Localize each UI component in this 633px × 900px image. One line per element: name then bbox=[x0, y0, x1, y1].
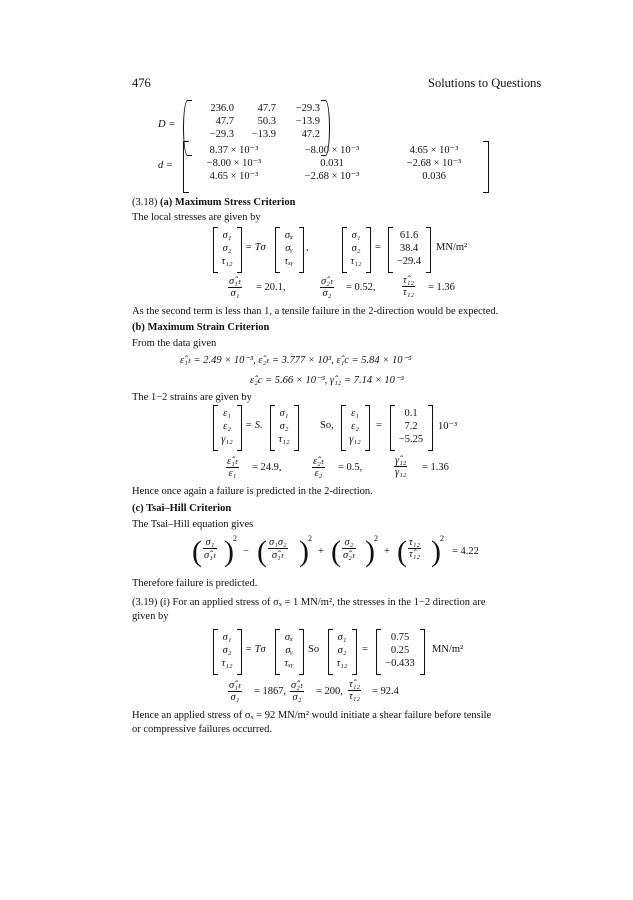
ratio-a-3-value: = 1.36 bbox=[428, 282, 455, 293]
matrix-d-col-3: 4.65 × 10⁻³ −2.68 × 10⁻³ 0.036 bbox=[406, 145, 462, 182]
ratio-a-3: $\frac{\text{τ̂₁₂}}{\text{τ₁₂}}$ bbox=[403, 275, 415, 298]
strain-unit: 10⁻³ bbox=[438, 421, 458, 432]
local-vec-right-bracket bbox=[366, 227, 371, 273]
q319-values-right-bracket bbox=[420, 629, 425, 675]
tsai-term-4: $\frac{\text{τ₁₂}}{\text{τ̂₁₂}}$ bbox=[409, 537, 421, 560]
tsai-term-3: $\frac{\text{σ₂}}{\text{σ̂₂ₜ}}$ bbox=[343, 537, 355, 561]
part-c-intro: The Tsai–Hill equation gives bbox=[132, 519, 254, 530]
global-stress-vector: σₓ σᵧ τₓᵧ bbox=[284, 230, 294, 267]
matrix-D-label: D = bbox=[158, 119, 176, 130]
strain-data-line-2: ε̂₂c = 5.66 × 10⁻³, γ̂₁₂ = 7.14 × 10⁻³ bbox=[250, 375, 404, 386]
ratio-b-1: $\frac{\text{ε̂₁ₜ}}{\text{ε₁}}$ bbox=[227, 456, 238, 479]
ratio-b-3-value: = 1.36 bbox=[422, 462, 449, 473]
part-b-intro: From the data given bbox=[132, 338, 217, 349]
ratio-b-3: $\frac{\text{γ̂₁₂}}{\text{γ₁₂}}$ bbox=[395, 455, 407, 478]
matrix-d-col-2: −8.00 × 10⁻³ 0.031 −2.68 × 10⁻³ bbox=[304, 145, 360, 182]
running-title: Solutions to Questions bbox=[428, 76, 542, 90]
tsai-minus: − bbox=[243, 546, 249, 557]
part-b-title: (b) Maximum Strain Criterion bbox=[132, 322, 270, 333]
so-b: So, bbox=[320, 420, 334, 431]
q319-intro-line-2: given by bbox=[132, 611, 169, 622]
q318-heading bbox=[132, 197, 295, 208]
local-stress-values: 61.6 38.4 −29.4 bbox=[396, 230, 422, 267]
ratio-b-2: $\frac{\text{ε̂₂ₜ}}{\text{ε₂}}$ bbox=[313, 456, 324, 479]
ratio-a-2-value: = 0.52, bbox=[346, 282, 376, 293]
conclusion-b: Hence once again a failure is predicted in the 2-direction. bbox=[132, 486, 373, 497]
strain-vec-right-bracket bbox=[237, 405, 242, 451]
matrix-d-label: d = bbox=[158, 160, 173, 171]
q319-values: 0.75 0.25 −0.433 bbox=[385, 632, 415, 669]
q319-conclusion-line-1: Hence an applied stress of σₓ = 92 MN/m² would initiate a shear failure before tensile bbox=[132, 710, 492, 721]
stress-vector-b: σ₁ σ₂ τ₁₂ bbox=[278, 408, 290, 445]
page-number: 476 bbox=[132, 76, 151, 90]
part-c-title: (c) Tsai–Hill Criterion bbox=[132, 503, 232, 514]
ratio-a-1: $\frac{\text{σ̂₁ₜ}}{\text{σ₁}}$ bbox=[229, 276, 241, 299]
tsai-term-2: $\frac{\text{σ₁σ₂}}{\text{σ̂₁ₜ}}$ bbox=[269, 537, 287, 561]
matrix-D-col-2: 47.7 50.3 −13.9 bbox=[251, 103, 276, 140]
q319-global-right-bracket bbox=[299, 629, 304, 675]
q319-ratio-3: $\frac{\text{τ̂₁₂}}{\text{τ₁₂}}$ bbox=[349, 679, 361, 702]
strain-vec-2-right-bracket bbox=[365, 405, 370, 451]
stress-vector: σ₁ σ₂ τ₁₂ bbox=[221, 230, 233, 267]
q319-conclusion-line-2: or compressive failures occurred. bbox=[132, 724, 272, 735]
part-b-strains-intro: The 1−2 strains are given by bbox=[132, 392, 252, 403]
conclusion-a: As the second term is less than 1, a tensile failure in the 2-direction would be expected. bbox=[132, 306, 499, 317]
matrix-d-right-bracket bbox=[483, 141, 489, 193]
book-page: 476 Solutions to Questions D = 236.0 47.7 −29.3 47.7 50.3 −13.9 −29.3 −13.9 47.2 d = 8.37 × 10⁻³ −8.00 × 10⁻³ 4.65 × 10⁻³ −8.00 × 10⁻³ 0.031 −2.68 × 10⁻³ 4.65 × 10⁻³ −2.68 × 10⁻³ 0.036 (3.18) (a) Maximum Stress Criterion The local stresses are given by σ₁ σ₂ τ₁₂ = Tσ σₓ σᵧ τₓᵧ , σ₁ σ₂ τ₁₂ = 61.6 38.4 −29.4 MN/m² $\frac{\text{σ̂₁ₜ}}{\text{σ₁}}$ = 20.1, $\frac{\text{σ̂₂ₜ}}{\text{σ₂}}$ = 0.52, $\frac{\text{τ̂₁₂}}{\text{τ₁₂}}$ = 1.36 As the second term is less than 1, a tensile failure in the 2-direction would be expected. (b) Maximum Strain Criterion From the data given ε̂₁ₜ = 2.49 × 10⁻³, ε̂₂ₜ = 3.777 × 10³, ε̂₁c = 5.84 × 10⁻⁵ ε̂₂c = 5.66 × 10⁻³, γ̂₁₂ = 7.14 × 10⁻³ The 1−2 strains are given by ε₁ ε₂ γ₁₂ = S. σ₁ σ₂ τ₁₂ So, ε₁ ε₂ γ₁₂ = 0.1 7.2 −5.25 10⁻³ $\frac{\text{ε̂₁ₜ}}{\text{ε₁}}$ = 24.9, $\frac{\text{ε̂₂ₜ}}{\text{ε₂}}$ = 0.5, $\frac{\text{γ̂₁₂}}{\text{γ₁₂}}$ = 1.36 Hence once again a failure is predicted in the 2-direction. (c) Tsai–Hill Criterion The Tsai–Hill equation gives ( $\frac{\text{σ₁}}{\text{σ̂₁ₜ}}$ ) 2 − ( $\frac{\text{σ₁σ₂}}{\text{σ̂₁ₜ}}$ ) 2 + ( $\frac{\text{σ₂}}{\text{σ̂₂ₜ}}$ ) 2 + ( $\frac{\text{τ₁₂}}{\text{τ̂₁₂}}$ ) 2 = 4.22 Therefore failure is predicted. (3.19) (i) For an applied stress of σₓ = 1 MN/m², the stresses in the 1−2 direction are given by σ₁ σ₂ τ₁₂ = Tσ σₓ σᵧ τₓᵧ So σ₁ σ₂ τ₁₂ = 0.75 0.25 −0.433 MN/m² $\frac{\text{σ̂₁ₜ}}{\text{σ₁}}$ = 1867, $\frac{\text{σ̂₂ₜ}}{\text{σ₂}}$ = 200, $\frac{\text{τ̂₁₂}}{\text{τ₁₂}}$ = 92.4 Hence an applied stress of σₓ = 92 MN/m² would initiate a shear failure before tensile or compressive failures occurred. bbox=[132, 76, 542, 735]
part-a-title: (a) Maximum Stress Criterion bbox=[160, 197, 296, 208]
q319-stress-vector: σ₁ σ₂ τ₁₂ bbox=[221, 632, 233, 669]
part-a-intro: The local stresses are given by bbox=[132, 212, 261, 223]
q319-so: So bbox=[308, 644, 320, 655]
stress-vec-right-bracket bbox=[237, 227, 242, 273]
q319-ratio-2-value: = 200, bbox=[316, 686, 343, 697]
q319-ratio-2: $\frac{\text{σ̂₂ₜ}}{\text{σ₂}}$ bbox=[291, 680, 303, 703]
unit-a: MN/m² bbox=[436, 242, 468, 253]
tsai-plus-1: + bbox=[318, 546, 324, 557]
matrix-D-col-3: −29.3 −13.9 47.2 bbox=[295, 103, 320, 140]
strain-values-right-bracket bbox=[428, 405, 433, 451]
q319-intro-line-1: (3.19) (i) For an applied stress of σₓ = 1 MN/m², the stresses in the 1−2 direction are bbox=[132, 597, 486, 608]
stress-vec-b-right-bracket bbox=[294, 405, 299, 451]
q319-local-right-bracket bbox=[352, 629, 357, 675]
q319-ratio-3-value: = 92.4 bbox=[372, 686, 399, 697]
ratio-b-2-value: = 0.5, bbox=[338, 462, 363, 473]
global-vec-right-bracket bbox=[299, 227, 304, 273]
ratio-b-1-value: = 24.9, bbox=[252, 462, 282, 473]
q319-ratio-1: $\frac{\text{σ̂₁ₜ}}{\text{σ₁}}$ bbox=[229, 680, 241, 703]
conclusion-c: Therefore failure is predicted. bbox=[132, 578, 258, 589]
matrix-d-col-1: 8.37 × 10⁻³ −8.00 × 10⁻³ 4.65 × 10⁻³ bbox=[206, 145, 262, 182]
strain-vector-2: ε₁ ε₂ γ₁₂ bbox=[349, 408, 361, 445]
q319-stress-right-bracket bbox=[237, 629, 242, 675]
strain-values: 0.1 7.2 −5.25 bbox=[398, 408, 424, 445]
tsai-term-1: $\frac{\text{σ₁}}{\text{σ̂₁ₜ}}$ bbox=[204, 537, 216, 561]
q319-global-vector: σₓ σᵧ τₓᵧ bbox=[284, 632, 294, 669]
q319-unit: MN/m² bbox=[432, 644, 464, 655]
values-a-right-bracket bbox=[426, 227, 431, 273]
q318-number: (3.18) bbox=[132, 197, 158, 208]
transform-b: = S. bbox=[245, 420, 263, 431]
matrix-D-col-1: 236.0 47.7 −29.3 bbox=[209, 103, 234, 140]
ratio-a-2: $\frac{\text{σ̂₂ₜ}}{\text{σ₂}}$ bbox=[321, 276, 333, 299]
q319-ratio-1-value: = 1867, bbox=[254, 686, 287, 697]
transform-a: = Tσ bbox=[245, 242, 266, 253]
ratio-a-1-value: = 20.1, bbox=[256, 282, 286, 293]
strain-data-line-1: ε̂₁ₜ = 2.49 × 10⁻³, ε̂₂ₜ = 3.777 × 10³, ε̂₁c = 5.84 × 10⁻⁵ bbox=[180, 355, 412, 366]
q319-transform: = Tσ bbox=[245, 644, 266, 655]
q319-local-vector: σ₁ σ₂ τ₁₂ bbox=[336, 632, 348, 669]
local-stress-vector: σ₁ σ₂ τ₁₂ bbox=[350, 230, 362, 267]
strain-vector: ε₁ ε₂ γ₁₂ bbox=[221, 408, 233, 445]
tsai-plus-2: + bbox=[384, 546, 390, 557]
tsai-result: = 4.22 bbox=[452, 546, 479, 557]
